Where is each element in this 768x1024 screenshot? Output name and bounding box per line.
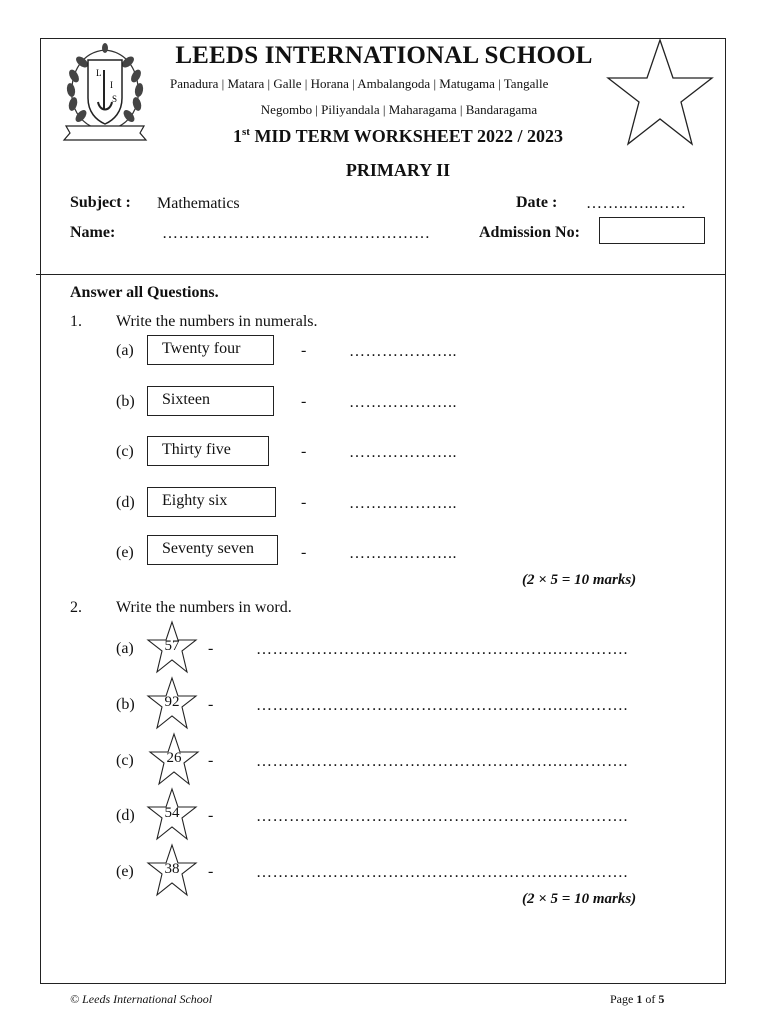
q2-answer-field[interactable]: ……………………………………………….…………. — [256, 697, 628, 714]
q2-answer-field[interactable]: ……………………………………………….…………. — [256, 808, 628, 825]
q1-word-box: Seventy seven — [147, 535, 278, 565]
admission-label: Admission No: — [479, 224, 580, 241]
page-prefix: Page — [610, 992, 637, 1006]
q1-answer-field[interactable]: ……………….. — [349, 495, 457, 512]
q2-number-value: 54 — [164, 805, 180, 821]
q2-number-star — [146, 787, 198, 843]
q1-item-label: (a) — [116, 342, 134, 359]
q2-number-star — [146, 676, 198, 732]
q2-answer-field[interactable]: ……………………………………………….…………. — [256, 864, 628, 881]
q1-word-box: Thirty five — [147, 436, 269, 466]
q2-dash: - — [208, 807, 214, 824]
name-field[interactable]: …………………….…………………… — [162, 225, 431, 242]
q1-answer-field[interactable]: ……………….. — [349, 545, 457, 562]
q1-number: 1. — [70, 313, 82, 330]
q2-number-star — [148, 732, 200, 788]
date-field[interactable]: ……..…..…… — [586, 195, 687, 212]
q2-item-label: (b) — [116, 696, 135, 713]
branches-line-2: Negombo | Piliyandala | Maharagama | Bandaragama — [260, 102, 538, 117]
worksheet-ordinal: 1 — [232, 126, 242, 146]
q1-item-label: (c) — [116, 443, 134, 460]
q1-answer-field[interactable]: ……………….. — [349, 343, 457, 360]
q2-dash: - — [208, 863, 214, 880]
q1-dash: - — [301, 393, 307, 410]
branches-line-1: Panadura | Matara | Galle | Horana | Ambalangoda | Matugama | Tangalle — [170, 76, 549, 91]
q2-answer-field[interactable]: ……………………………………………….…………. — [256, 641, 628, 658]
q1-item-label: (b) — [116, 393, 135, 410]
q2-dash: - — [208, 696, 214, 713]
q2-number-value: 92 — [164, 694, 180, 710]
q1-word-box: Eighty six — [147, 487, 276, 517]
q2-item-label: (a) — [116, 640, 134, 657]
q1-word-box: Sixteen — [147, 386, 274, 416]
name-label: Name: — [70, 224, 116, 241]
q1-dash: - — [301, 443, 307, 460]
q2-marks: (2 × 5 = 10 marks) — [522, 891, 637, 907]
q2-number-value: 57 — [164, 638, 180, 654]
page-of: of — [642, 992, 659, 1006]
q2-item-label: (e) — [116, 863, 134, 880]
q1-dash: - — [301, 544, 307, 561]
subject-value: Mathematics — [157, 195, 240, 212]
q1-word-box: Twenty four — [147, 335, 274, 365]
header-divider — [36, 274, 726, 275]
q2-text: Write the numbers in word. — [116, 599, 292, 616]
worksheet-title-text: MID TERM WORKSHEET 2022 / 2023 — [249, 126, 563, 146]
q1-item-label: (e) — [116, 544, 134, 561]
q1-answer-field[interactable]: ……………….. — [349, 444, 457, 461]
footer-page-number — [610, 992, 664, 1007]
svg-text:I: I — [110, 80, 113, 90]
q1-item-label: (d) — [116, 494, 135, 511]
q1-marks: (2 × 5 = 10 marks) — [522, 572, 637, 588]
q2-number-value: 26 — [166, 750, 182, 766]
q1-dash: - — [301, 494, 307, 511]
page-total: 5 — [658, 992, 665, 1006]
q2-item-label: (c) — [116, 752, 134, 769]
q2-number-value: 38 — [164, 861, 180, 877]
worksheet-title — [0, 126, 768, 147]
q1-answer-field[interactable]: ……………….. — [349, 394, 457, 411]
q2-dash: - — [208, 640, 214, 657]
subject-label: Subject : — [70, 194, 131, 211]
q2-number: 2. — [70, 599, 82, 616]
svg-text:S: S — [112, 94, 118, 104]
instructions: Answer all Questions. — [70, 284, 219, 301]
q1-dash: - — [301, 342, 307, 359]
q2-number-star — [146, 843, 198, 899]
grade-title: PRIMARY II — [345, 160, 451, 180]
admission-number-field[interactable] — [599, 217, 705, 244]
q2-item-label: (d) — [116, 807, 135, 824]
footer-copyright: © Leeds International School — [70, 992, 213, 1006]
q2-dash: - — [208, 752, 214, 769]
q1-text: Write the numbers in numerals. — [116, 313, 318, 330]
page-current: 1 — [636, 992, 643, 1006]
q2-number-star — [146, 620, 198, 676]
date-label: Date : — [516, 194, 558, 211]
q2-answer-field[interactable]: ……………………………………………….…………. — [256, 753, 628, 770]
school-name: LEEDS INTERNATIONAL SCHOOL — [175, 42, 593, 69]
worksheet-ordinal-suffix: st — [241, 126, 250, 138]
svg-text:L: L — [96, 68, 102, 78]
